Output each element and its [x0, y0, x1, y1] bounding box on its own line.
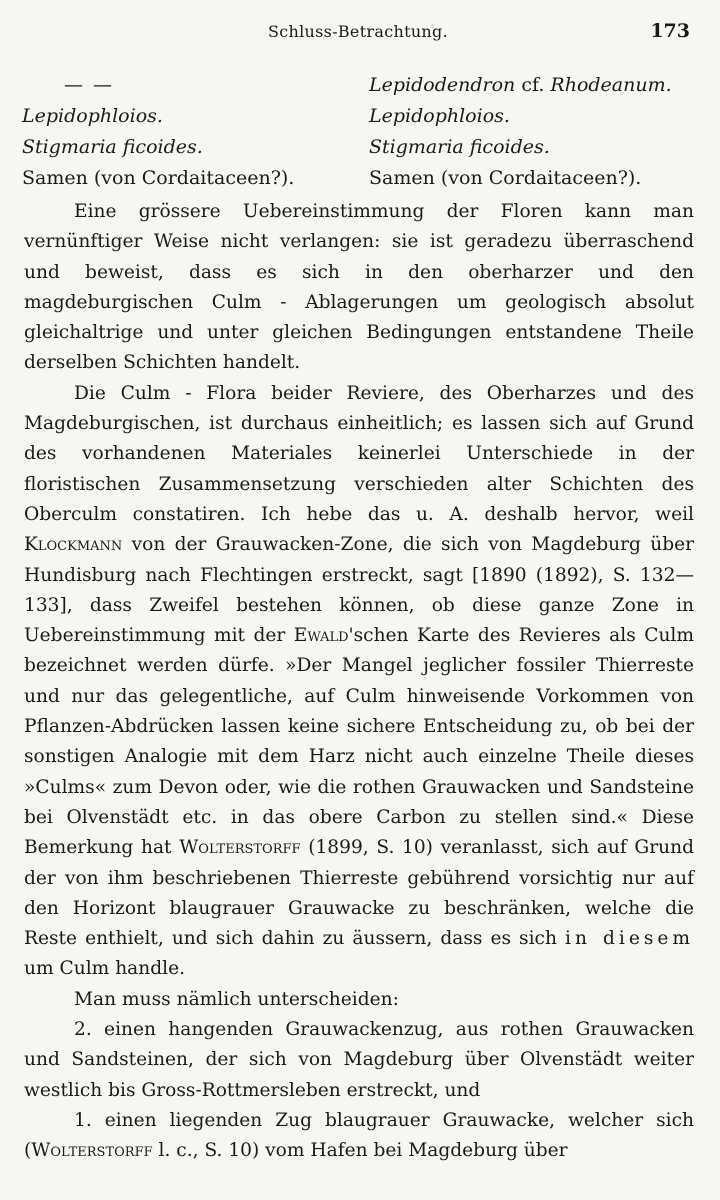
paragraph-5 [24, 1106, 694, 1167]
author-wolterstorff: Wolterstorff [31, 1140, 153, 1162]
paragraph-4: 2. einen hangenden Grauwackenzug, aus rothen Grauwacken und Sandsteinen, der sich von Magdeburg über Olvenstädt weiter westlich bis Gross-Rottmersleben erstreckt, und [24, 1019, 694, 1101]
species-name: Rhodeanum. [550, 74, 672, 96]
page-number: 173 [650, 20, 690, 42]
paragraph-2-text: (1899, S. 10) veranlasst, sich auf Grund der von ihm beschriebenen Thierreste gebührend vorsichtig nur auf den Horizont blaugrauer Grauwacke zu beschränken, welche die Reste enthielt, und sich dahin zu äussern, dass es sich [24, 837, 694, 950]
paragraph-2-text: um Culm handle. [24, 958, 186, 980]
right-flora-list [369, 70, 702, 194]
left-list-item: Lepidophloios. [22, 105, 163, 127]
right-list-item: Stigmaria ficoides. [369, 136, 550, 158]
emphasis-spaced: in diesem [565, 928, 694, 950]
author-klockmann: Klockmann [24, 534, 123, 556]
genus-name: Lepidodendron [369, 74, 516, 96]
left-list-item: Samen (von Cordaitaceen?). [22, 167, 295, 189]
flora-comparison-lists [22, 70, 702, 190]
right-list-item-first [369, 70, 702, 101]
author-ewald: Ewald [293, 625, 349, 647]
paragraph-3: Man muss nämlich unterscheiden: [74, 988, 399, 1010]
running-title: Schluss-Betrachtung. [268, 22, 448, 41]
paragraph-5-text: l. c., S. 10) vom Hafen bei Magdeburg über [152, 1140, 568, 1162]
body-text [24, 197, 694, 1167]
left-list-dashes: — — [64, 74, 115, 96]
paragraph-2 [24, 379, 694, 985]
paragraph-1: Eine grössere Uebereinstimmung der Floren kann man vernünftiger Weise nicht verlangen: sie ist geradezu überraschend und beweist, dass es sich in den oberharzer und den magdeburgischen Culm - Ablagerungen um geologisch absolut gleichaltrige und unter gleichen Bedingungen entstandene Theile derselben Schichten handelt. [24, 201, 694, 374]
left-list-item: Stigmaria ficoides. [22, 136, 203, 158]
paragraph-2-text: von der Grauwacken-Zone, die sich von Magdeburg über Hundisburg nach Flechtingen erstreckt, sagt [1890 (1892), S. 132—133], dass Zweifel bestehen können, ob diese ganze Zone in Uebereinstimmung mit der [24, 534, 694, 647]
paragraph-5-text: 1. einen liegenden Zug blaugrauer Grauwacke, welcher sich ( [24, 1109, 694, 1162]
right-list-item: Samen (von Cordaitaceen?). [369, 167, 642, 189]
page-header [0, 22, 720, 46]
cf-abbrev: cf. [515, 74, 551, 96]
paragraph-2-text: Die Culm - Flora beider Reviere, des Oberharzes und des Magdeburgischen, ist durchaus einheitlich; es lassen sich auf Grund des vorhandenen Materiales keinerlei Unterschiede in der floristischen Zusammensetzung verschieden alter Schichten des Oberculm constatiren. Ich hebe das u. A. deshalb hervor, weil [24, 382, 694, 525]
author-wolterstorff: Wolterstorff [179, 837, 301, 859]
right-list-item: Lepidophloios. [369, 105, 510, 127]
left-flora-list [22, 70, 352, 194]
paragraph-2-text: 'schen Karte des Revieres als Culm bezeichnet werden dürfe. »Der Mangel jeglicher fossiler Thierreste und nur das gelegentliche, auf Culm hinweisende Vorkommen von Pflanzen-Abdrücken lassen keine sichere Entscheidung zu, ob bei der sonstigen Analogie mit dem Harz nicht auch einzelne Theile dieses »Culms« zum Devon oder, wie die rothen Grauwacken und Sandsteine bei Olvenstädt etc. in das obere Carbon zu stellen sind.« Diese Bemerkung hat [24, 625, 695, 859]
